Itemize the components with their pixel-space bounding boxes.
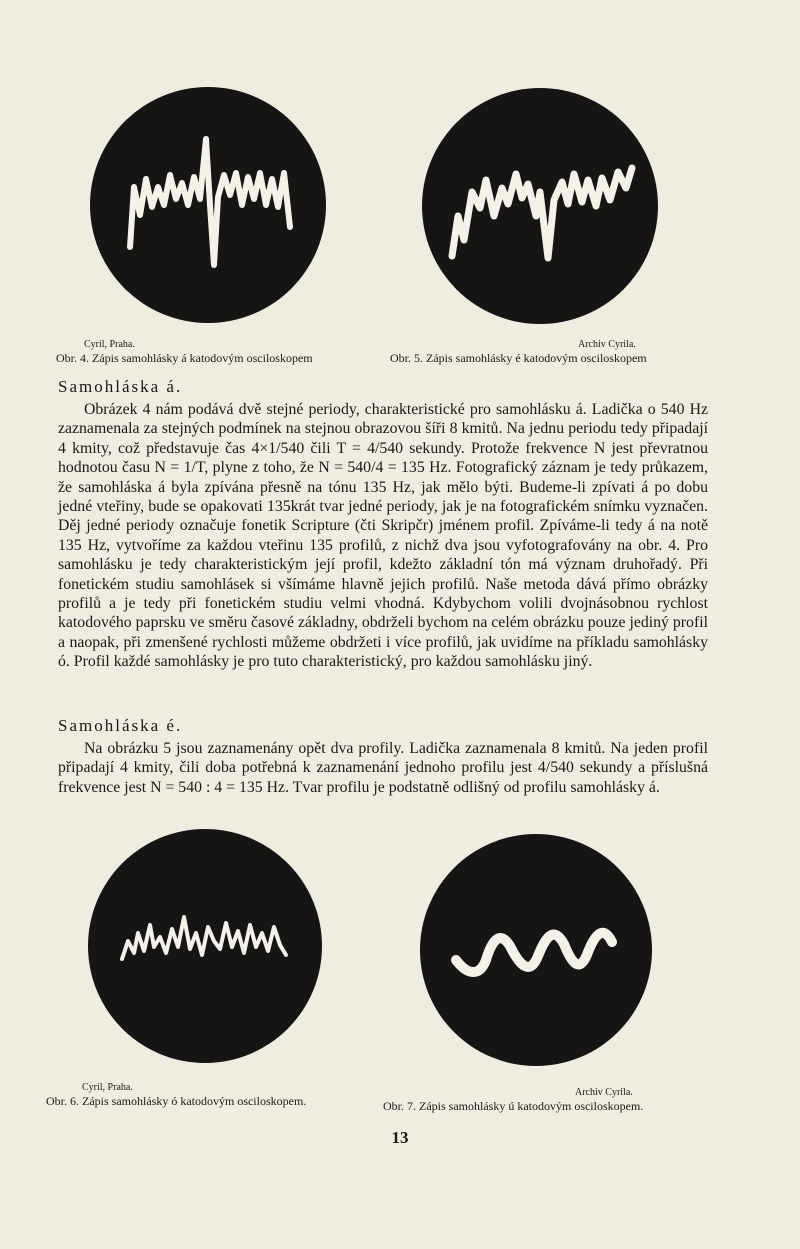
oscilloscope-image-fig4 bbox=[90, 87, 326, 323]
oscilloscope-image-fig7 bbox=[420, 834, 652, 1066]
credit-fig5: Archiv Cyrila. bbox=[578, 339, 636, 350]
caption-text-fig5: Obr. 5. Zápis samohlásky é katodovým osciloskopem bbox=[390, 351, 647, 365]
credit-fig7: Archiv Cyrila. bbox=[575, 1087, 633, 1098]
caption-text-fig6: Obr. 6. Zápis samohlásky ó katodovým osciloskopem. bbox=[46, 1094, 307, 1108]
caption-text-fig7: Obr. 7. Zápis samohlásky ú katodovým osciloskopem. bbox=[383, 1099, 644, 1113]
caption-fig6 bbox=[46, 1082, 376, 1108]
paragraph-a: Obrázek 4 nám podává dvě stejné periody, charakteristické pro samohlásku á. Ladička o 540 Hz zaznamenala za stejných podmínek na stejnou obrazovou šíři 8 kmitů. Na jednu periodu tedy připadají 4 kmity, což představuje čas 4×1/540 čili T = 4/540 sekundy. Protože frekvence N jest převratnou hodnotou času N = 1/T, plyne z toho, že N = 540/4 = 135 Hz. Fotografický záznam je tedy průkazem, že samohláska á byla zpívána přesně na tónu 135 Hz, jak mělo býti. Budeme-li zpívati á po dobu jedné vteřiny, bude se opakovati 135krát tvar jedné periody, jak je na fotografickém snímku vyznačen. Děj jedné periody označuje fonetik Scripture (čti Skripčr) jménem profil. Zpíváme-li tedy á na notě 135 Hz, vytvoříme za každou vteřinu 135 profilů, z nichž dva jsou vyfotografovány na obr. 4. Pro samohlásku je tedy charakteristickým její profil, kdežto základní tón má význam druhořadý. Při fonetickém studiu samohlásek si všímáme hlavně jejich profilů. Naše metoda dává přímo obrázky profilů a je tedy při fonetickém studiu velmi vhodná. Kdybychom volili dvojnásobnou rychlost katodového paprsku ve směru časové základny, obdrželi bychom na celém obrázku pouze jediný profil a naopak, při zmenšené rychlosti můžeme obdržeti i více profilů, jak uvidíme na příkladu samohlásky ó. Profil každé samohlásky je pro tuto charakteristický, pro každou samohlásku jiný. bbox=[58, 401, 708, 671]
waveform-a bbox=[90, 87, 326, 323]
caption-fig7 bbox=[383, 1087, 713, 1113]
section-heading-a: Samohláska á. bbox=[58, 377, 183, 396]
section-heading-e: Samohláska é. bbox=[58, 716, 183, 735]
credit-fig4: Cyril, Praha. bbox=[84, 339, 135, 350]
waveform-u bbox=[420, 834, 652, 1066]
caption-fig5 bbox=[390, 339, 710, 365]
body-text-a bbox=[58, 400, 708, 672]
waveform-o bbox=[88, 829, 322, 1063]
credit-fig6: Cyril, Praha. bbox=[82, 1082, 133, 1093]
oscilloscope-image-fig6 bbox=[88, 829, 322, 1063]
body-text-e bbox=[58, 739, 708, 797]
page-number: 13 bbox=[391, 1128, 409, 1147]
oscilloscope-image-fig5 bbox=[422, 88, 658, 324]
caption-text-fig4: Obr. 4. Zápis samohlásky á katodovým osciloskopem bbox=[56, 351, 313, 365]
paragraph-e: Na obrázku 5 jsou zaznamenány opět dva profily. Ladička zaznamenala 8 kmitů. Na jeden profil připadají 4 kmity, čili doba potřebná k zaznamenání jednoho profilu jest 4/540 sekundy a příslušná frekvence jest N = 540 : 4 = 135 Hz. Tvar profilu je podstatně odlišný od profilu samohlásky á. bbox=[58, 740, 708, 796]
caption-fig4 bbox=[56, 339, 366, 365]
waveform-e bbox=[422, 88, 658, 324]
